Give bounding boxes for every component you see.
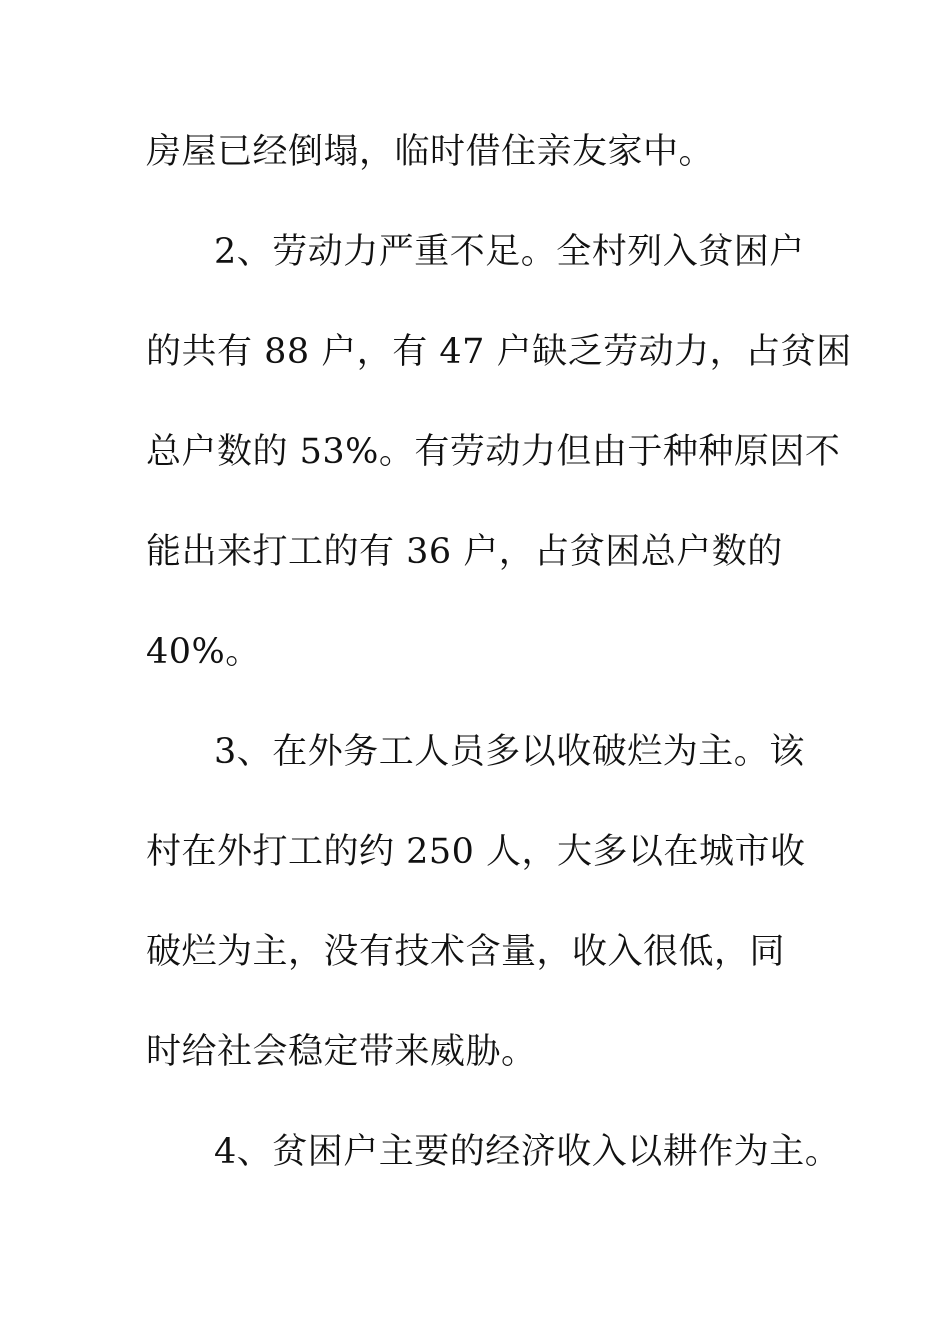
- text-line: 村在外打工的约 250 人，大多以在城市收: [146, 832, 806, 872]
- text-line: 4、贫困户主要的经济收入以耕作为主。: [214, 1132, 841, 1172]
- text-line: 破烂为主，没有技术含量，收入很低，同: [146, 932, 786, 972]
- text-line: 总户数的 53%。有劳动力但由于种种原因不: [146, 432, 841, 472]
- text-line: 时给社会稳定带来威胁。: [146, 1032, 537, 1072]
- text-line: 能出来打工的有 36 户，占贫困总户数的: [146, 532, 783, 572]
- text-line: 房屋已经倒塌，临时借住亲友家中。: [146, 132, 715, 172]
- text-line: 2、劳动力严重不足。全村列入贫困户: [214, 232, 805, 272]
- text-line: 3、在外务工人员多以收破烂为主。该: [214, 732, 805, 772]
- text-line: 的共有 88 户，有 47 户缺乏劳动力，占贫困: [146, 332, 852, 372]
- text-line: 40%。: [146, 632, 261, 672]
